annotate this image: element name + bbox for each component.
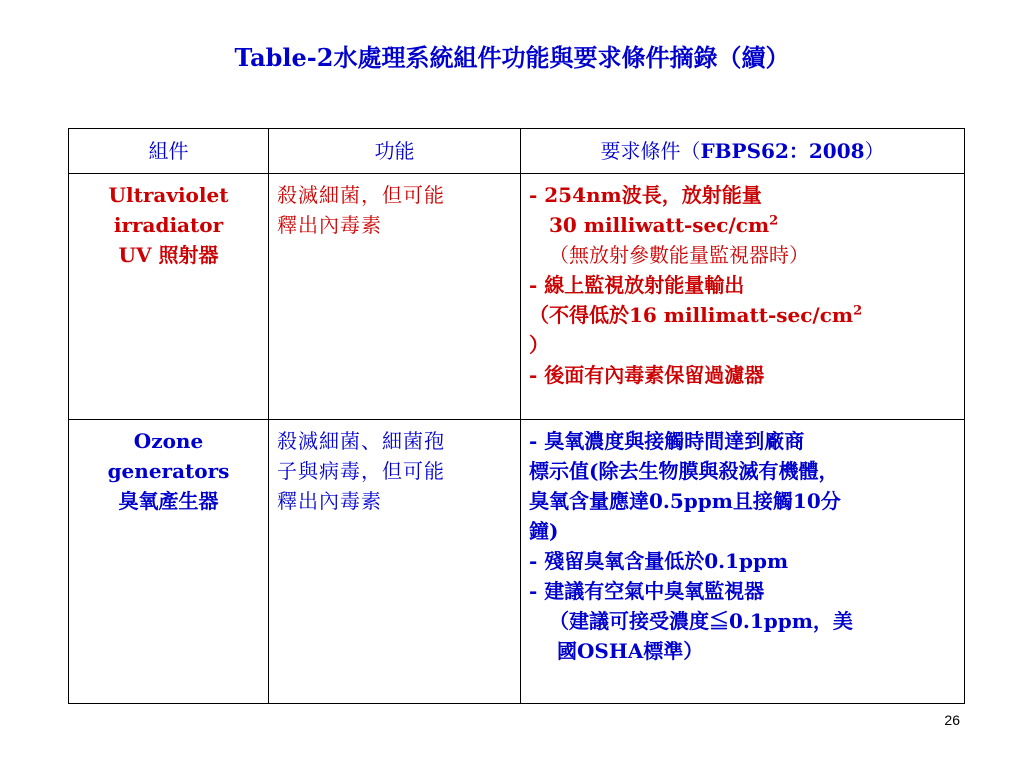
ozone-req-line-3: 臭氧含量應達0.5ppm且接觸10分 xyxy=(529,489,841,513)
ozone-name-line-3: 臭氧產生器 xyxy=(118,489,219,513)
header-function: 功能 xyxy=(269,129,521,174)
page-number: 26 xyxy=(944,712,960,728)
ozone-function-line-3: 釋出內毒素 xyxy=(277,489,382,513)
uv-req-line-5: （不得低於16 millimatt-$\sec/cm^2$ xyxy=(529,303,863,327)
ozone-req-line-8: 國OSHA標準） xyxy=(557,639,704,663)
component-table xyxy=(68,128,965,704)
ozone-req-line-5: - 殘留臭氧含量低於0.1ppm xyxy=(529,549,789,573)
ozone-function-cell xyxy=(269,420,521,704)
ozone-function-line-2: 子與病毒，但可能 xyxy=(277,459,445,483)
uv-name-line-2: irradiator xyxy=(113,213,224,237)
table-row-ozone xyxy=(69,420,965,704)
table-row-uv xyxy=(69,174,965,420)
uv-req-line-1: - 254nm波長，放射能量 xyxy=(529,183,762,207)
ozone-req-line-4: 鐘) xyxy=(529,519,559,543)
ozone-function-line-1: 殺滅細菌、細菌孢 xyxy=(277,429,445,453)
uv-req-line-6: ） xyxy=(529,333,549,357)
table-header-row xyxy=(69,129,965,174)
ozone-requirements-cell xyxy=(521,420,965,704)
uv-requirements-cell xyxy=(521,174,965,420)
uv-req-line-7: - 後面有內毒素保留過濾器 xyxy=(529,363,765,387)
uv-req-line-2: 30 milliwatt-$\sec/cm^2$ xyxy=(549,213,779,237)
ozone-req-line-1: - 臭氧濃度與接觸時間達到廠商 xyxy=(529,429,805,453)
uv-function-cell xyxy=(269,174,521,420)
uv-function-line-2: 釋出內毒素 xyxy=(277,213,382,237)
ozone-req-line-2: 標示值(除去生物膜與殺滅有機體， xyxy=(529,459,839,483)
ozone-req-line-7: （建議可接受濃度≦0.1ppm，美 xyxy=(549,609,853,633)
ozone-name-line-1: Ozone xyxy=(133,429,204,453)
ozone-req-line-6: - 建議有空氣中臭氧監視器 xyxy=(529,579,765,603)
uv-req-line-3: （無放射參數能量監視器時） xyxy=(549,243,809,267)
header-component: 組件 xyxy=(69,129,269,174)
ozone-component-cell xyxy=(69,420,269,704)
slide-title: Table-2水處理系統組件功能與要求條件摘錄（續） xyxy=(234,43,790,72)
header-requirements: 要求條件（FBPS62：2008） xyxy=(521,129,965,174)
uv-component-cell xyxy=(69,174,269,420)
uv-req-line-4: - 線上監視放射能量輸出 xyxy=(529,273,745,297)
ozone-name-line-2: generators xyxy=(107,459,230,483)
uv-name-line-1: Ultraviolet xyxy=(108,183,229,207)
uv-function-line-1: 殺滅細菌，但可能 xyxy=(277,183,445,207)
uv-name-line-3: UV 照射器 xyxy=(118,243,219,267)
